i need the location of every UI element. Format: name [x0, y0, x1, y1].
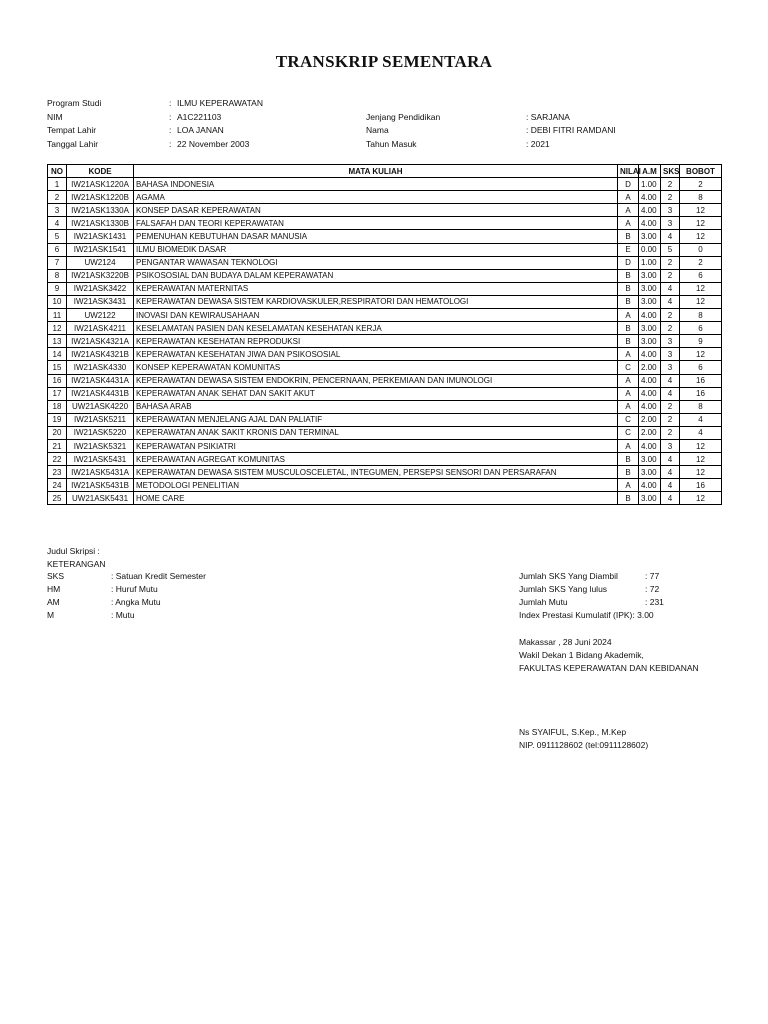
program-value: ILMU KEPERAWATAN: [177, 98, 263, 108]
jenjang-label: Jenjang Pendidikan: [366, 111, 441, 122]
cell-am: 4.00: [639, 387, 661, 400]
cell-sks: 2: [661, 178, 680, 191]
table-row: [48, 230, 722, 243]
cell-mata-kuliah: KEPERAWATAN DEWASA SISTEM ENDOKRIN, PENCERNAAN, PERKEMIAAN DAN IMUNOLOGI: [134, 374, 618, 387]
cell-am: 2.00: [639, 426, 661, 439]
cell-mata-kuliah: PSIKOSOSIAL DAN BUDAYA DALAM KEPERAWATAN: [134, 269, 618, 282]
cell-kode: IW21ASK1431: [67, 230, 134, 243]
table-row: [48, 387, 722, 400]
cell-no: 19: [48, 413, 67, 426]
colon: :: [169, 98, 172, 108]
summary-item: [519, 610, 664, 623]
cell-am: 3.00: [639, 295, 661, 308]
table-row: [48, 322, 722, 335]
cell-bobot: 12: [680, 217, 722, 230]
legend-value: : Huruf Mutu: [111, 584, 158, 594]
legend-item: [47, 571, 206, 584]
cell-sks: 3: [661, 361, 680, 374]
cell-kode: IW21ASK3431: [67, 295, 134, 308]
cell-sks: 4: [661, 466, 680, 479]
table-row: [48, 282, 722, 295]
cell-nilai: A: [618, 400, 639, 413]
cell-am: 4.00: [639, 439, 661, 452]
cell-mata-kuliah: KEPERAWATAN DEWASA SISTEM KARDIOVASKULER,RESPIRATORI DAN HEMATOLOGI: [134, 295, 618, 308]
legend-item: [47, 597, 206, 610]
cell-mata-kuliah: KEPERAWATAN MENJELANG AJAL DAN PALIATIF: [134, 413, 618, 426]
cell-sks: 3: [661, 217, 680, 230]
signer-nip: NIP. 0911128602 (tel:0911128602): [519, 740, 649, 750]
table-row: [48, 335, 722, 348]
summary-key: Jumlah SKS Yang Diambil: [519, 571, 618, 581]
cell-am: 4.00: [639, 374, 661, 387]
cell-kode: IW21ASK3422: [67, 282, 134, 295]
table-row: [48, 191, 722, 204]
table-row: [48, 466, 722, 479]
cell-nilai: E: [618, 243, 639, 256]
cell-no: 17: [48, 387, 67, 400]
cell-mata-kuliah: KEPERAWATAN ANAK SEHAT DAN SAKIT AKUT: [134, 387, 618, 400]
year-label: Tahun Masuk: [366, 138, 417, 149]
cell-no: 13: [48, 335, 67, 348]
cell-bobot: 12: [680, 295, 722, 308]
cell-mata-kuliah: BAHASA ARAB: [134, 400, 618, 413]
birthdate-row: [47, 138, 263, 152]
cell-bobot: 6: [680, 361, 722, 374]
cell-nilai: A: [618, 217, 639, 230]
cell-no: 4: [48, 217, 67, 230]
cell-kode: IW21ASK4321B: [67, 348, 134, 361]
cell-nilai: C: [618, 413, 639, 426]
name-label: Nama: [366, 125, 389, 135]
cell-no: 10: [48, 295, 67, 308]
cell-bobot: 2: [680, 256, 722, 269]
cell-nilai: B: [618, 295, 639, 308]
cell-sks: 4: [661, 453, 680, 466]
table-row: [48, 178, 722, 191]
summary-item: [519, 584, 664, 597]
cell-no: 18: [48, 400, 67, 413]
cell-mata-kuliah: AGAMA: [134, 191, 618, 204]
cell-kode: IW21ASK1330A: [67, 204, 134, 217]
cell-kode: UW2124: [67, 256, 134, 269]
summary-key: Jumlah SKS Yang lulus: [519, 584, 608, 594]
cell-mata-kuliah: KEPERAWATAN KESEHATAN REPRODUKSI: [134, 335, 618, 348]
cell-nilai: A: [618, 479, 639, 492]
summary-key: Index Prestasi Kumulatif (IPK): [519, 610, 633, 620]
cell-bobot: 12: [680, 230, 722, 243]
cell-no: 23: [48, 466, 67, 479]
legend-item: [47, 610, 206, 623]
cell-am: 1.00: [639, 256, 661, 269]
summary-value: : 72: [645, 584, 660, 594]
cell-bobot: 4: [680, 426, 722, 439]
cell-bobot: 6: [680, 322, 722, 335]
table-row: [48, 426, 722, 439]
cell-sks: 4: [661, 230, 680, 243]
nim-label: NIM: [47, 111, 63, 122]
signer-position: Wakil Dekan 1 Bidang Akademik,: [519, 650, 644, 660]
grades-body: [48, 178, 722, 505]
table-row: [48, 204, 722, 217]
cell-mata-kuliah: KEPERAWATAN PSIKIATRI: [134, 439, 618, 452]
table-row: [48, 309, 722, 322]
cell-mata-kuliah: FALSAFAH DAN TEORI KEPERAWATAN: [134, 217, 618, 230]
judul-skripsi: Judul Skripsi :: [47, 546, 100, 556]
cell-am: 1.00: [639, 178, 661, 191]
cell-kode: IW21ASK5321: [67, 439, 134, 452]
cell-nilai: B: [618, 282, 639, 295]
cell-bobot: 16: [680, 387, 722, 400]
cell-nilai: B: [618, 492, 639, 505]
legend-value: : Angka Mutu: [111, 597, 161, 607]
summary-key: Jumlah Mutu: [519, 597, 568, 607]
header-sks: SKS: [661, 165, 680, 178]
cell-mata-kuliah: KEPERAWATAN ANAK SAKIT KRONIS DAN TERMINAL: [134, 426, 618, 439]
cell-no: 12: [48, 322, 67, 335]
cell-bobot: 2: [680, 178, 722, 191]
cell-sks: 4: [661, 374, 680, 387]
cell-kode: IW21ASK5220: [67, 426, 134, 439]
cell-mata-kuliah: KONSEP KEPERAWATAN KOMUNITAS: [134, 361, 618, 374]
cell-mata-kuliah: INOVASI DAN KEWIRAUSAHAAN: [134, 309, 618, 322]
name-value: DEBI FITRI RAMDANI: [530, 125, 616, 135]
cell-mata-kuliah: PENGANTAR WAWASAN TEKNOLOGI: [134, 256, 618, 269]
header-mata-kuliah: MATA KULIAH: [134, 165, 618, 178]
cell-no: 16: [48, 374, 67, 387]
cell-sks: 2: [661, 191, 680, 204]
header-am: A.M: [639, 165, 661, 178]
cell-am: 4.00: [639, 479, 661, 492]
cell-bobot: 4: [680, 413, 722, 426]
cell-kode: UW21ASK5431: [67, 492, 134, 505]
cell-mata-kuliah: HOME CARE: [134, 492, 618, 505]
birthplace-row: [47, 124, 263, 138]
cell-nilai: A: [618, 348, 639, 361]
table-row: [48, 479, 722, 492]
table-row: [48, 400, 722, 413]
grades-table: [47, 164, 722, 505]
cell-no: 20: [48, 426, 67, 439]
cell-bobot: 8: [680, 191, 722, 204]
cell-kode: IW21ASK4330: [67, 361, 134, 374]
cell-am: 4.00: [639, 309, 661, 322]
cell-mata-kuliah: PEMENUHAN KEBUTUHAN DASAR MANUSIA: [134, 230, 618, 243]
cell-nilai: A: [618, 439, 639, 452]
cell-am: 0.00: [639, 243, 661, 256]
cell-bobot: 12: [680, 492, 722, 505]
signer-name: Ns SYAIFUL, S.Kep., M.Kep: [519, 727, 627, 737]
cell-nilai: A: [618, 204, 639, 217]
cell-kode: IW21ASK1541: [67, 243, 134, 256]
cell-nilai: A: [618, 309, 639, 322]
cell-bobot: 6: [680, 269, 722, 282]
cell-mata-kuliah: BAHASA INDONESIA: [134, 178, 618, 191]
cell-kode: IW21ASK5431B: [67, 479, 134, 492]
cell-kode: UW21ASK4220: [67, 400, 134, 413]
cell-mata-kuliah: KEPERAWATAN KESEHATAN JIWA DAN PSIKOSOSIAL: [134, 348, 618, 361]
cell-no: 8: [48, 269, 67, 282]
legend-value: : Mutu: [111, 610, 135, 620]
cell-nilai: D: [618, 178, 639, 191]
summary-value: : 3.00: [632, 610, 654, 620]
cell-no: 25: [48, 492, 67, 505]
cell-no: 2: [48, 191, 67, 204]
cell-nilai: C: [618, 361, 639, 374]
cell-sks: 3: [661, 348, 680, 361]
table-row: [48, 492, 722, 505]
table-row: [48, 348, 722, 361]
cell-bobot: 0: [680, 243, 722, 256]
birthplace-label: Tempat Lahir: [47, 125, 97, 135]
cell-sks: 3: [661, 204, 680, 217]
cell-am: 3.00: [639, 269, 661, 282]
cell-no: 7: [48, 256, 67, 269]
program-row: [47, 97, 263, 111]
cell-bobot: 8: [680, 400, 722, 413]
cell-kode: IW21ASK5431: [67, 453, 134, 466]
colon: :: [169, 125, 172, 135]
signer-block: [519, 726, 648, 752]
cell-nilai: A: [618, 374, 639, 387]
year-value: 2021: [530, 138, 550, 149]
summary-value: : 77: [645, 571, 660, 581]
cell-mata-kuliah: KESELAMATAN PASIEN DAN KESELAMATAN KESEHATAN KERJA: [134, 322, 618, 335]
header-no: NO: [48, 165, 67, 178]
cell-sks: 4: [661, 282, 680, 295]
cell-kode: IW21ASK1330B: [67, 217, 134, 230]
header-nilai: NILAI: [618, 165, 639, 178]
colon: :: [526, 125, 531, 135]
colon: :: [526, 138, 531, 149]
birthdate-label: Tanggal Lahir: [47, 138, 99, 149]
cell-kode: UW2122: [67, 309, 134, 322]
table-row: [48, 217, 722, 230]
cell-bobot: 12: [680, 466, 722, 479]
table-row: [48, 269, 722, 282]
cell-bobot: 8: [680, 309, 722, 322]
birthplace-value: LOA JANAN: [177, 125, 224, 135]
table-row: [48, 413, 722, 426]
colon: :: [526, 111, 531, 122]
legend-value: : Satuan Kredit Semester: [111, 571, 206, 581]
summary-item: [519, 597, 664, 610]
cell-no: 22: [48, 453, 67, 466]
cell-bobot: 9: [680, 335, 722, 348]
cell-mata-kuliah: KONSEP DASAR KEPERAWATAN: [134, 204, 618, 217]
name-row: [366, 124, 616, 138]
cell-nilai: A: [618, 387, 639, 400]
cell-am: 3.00: [639, 322, 661, 335]
cell-no: 11: [48, 309, 67, 322]
cell-am: 3.00: [639, 335, 661, 348]
student-info-left: [47, 97, 263, 151]
cell-nilai: D: [618, 256, 639, 269]
cell-nilai: B: [618, 322, 639, 335]
keterangan-heading: KETERANGAN: [47, 559, 106, 569]
summary-item: [519, 571, 664, 584]
cell-mata-kuliah: KEPERAWATAN DEWASA SISTEM MUSCULOSCELETAL, INTEGUMEN, PERSEPSI SENSORI DAN PERSARAFAN: [134, 466, 618, 479]
cell-bobot: 16: [680, 479, 722, 492]
cell-am: 2.00: [639, 413, 661, 426]
cell-sks: 2: [661, 256, 680, 269]
header-bobot: BOBOT: [680, 165, 722, 178]
header-kode: KODE: [67, 165, 134, 178]
notes: [47, 545, 106, 571]
cell-no: 1: [48, 178, 67, 191]
cell-nilai: C: [618, 426, 639, 439]
cell-sks: 2: [661, 322, 680, 335]
cell-sks: 2: [661, 269, 680, 282]
cell-nilai: A: [618, 191, 639, 204]
table-row: [48, 243, 722, 256]
table-row: [48, 361, 722, 374]
cell-nilai: B: [618, 466, 639, 479]
signature-block: [519, 636, 699, 675]
birthdate-value: 22 November 2003: [177, 138, 250, 149]
legend-key: M: [47, 610, 55, 620]
cell-no: 21: [48, 439, 67, 452]
jenjang-value: SARJANA: [530, 111, 570, 122]
document-title: TRANSKRIP SEMENTARA: [275, 52, 493, 71]
cell-bobot: 12: [680, 348, 722, 361]
cell-am: 4.00: [639, 217, 661, 230]
cell-kode: IW21ASK4211: [67, 322, 134, 335]
table-row: [48, 439, 722, 452]
cell-sks: 4: [661, 479, 680, 492]
legend: [47, 571, 206, 623]
table-row: [48, 453, 722, 466]
summary-value: : 231: [645, 597, 664, 607]
cell-bobot: 12: [680, 453, 722, 466]
program-label: Program Studi: [47, 98, 102, 108]
cell-kode: IW21ASK5431A: [67, 466, 134, 479]
cell-sks: 2: [661, 400, 680, 413]
cell-no: 3: [48, 204, 67, 217]
cell-sks: 3: [661, 335, 680, 348]
cell-no: 6: [48, 243, 67, 256]
cell-no: 5: [48, 230, 67, 243]
cell-nilai: B: [618, 453, 639, 466]
summary: [519, 571, 664, 623]
legend-key: AM: [47, 597, 60, 607]
cell-kode: IW21ASK4431B: [67, 387, 134, 400]
cell-am: 3.00: [639, 453, 661, 466]
place-date: Makassar , 28 Juni 2024: [519, 637, 612, 647]
cell-kode: IW21ASK3220B: [67, 269, 134, 282]
legend-key: SKS: [47, 571, 65, 581]
cell-nilai: B: [618, 269, 639, 282]
colon: :: [169, 111, 172, 122]
cell-am: 4.00: [639, 348, 661, 361]
cell-kode: IW21ASK5211: [67, 413, 134, 426]
cell-kode: IW21ASK4321A: [67, 335, 134, 348]
cell-am: 3.00: [639, 492, 661, 505]
cell-bobot: 12: [680, 282, 722, 295]
cell-no: 9: [48, 282, 67, 295]
student-info-right: [366, 111, 616, 152]
cell-sks: 5: [661, 243, 680, 256]
cell-sks: 4: [661, 295, 680, 308]
cell-mata-kuliah: KEPERAWATAN MATERNITAS: [134, 282, 618, 295]
cell-am: 2.00: [639, 361, 661, 374]
cell-am: 4.00: [639, 400, 661, 413]
cell-sks: 2: [661, 413, 680, 426]
legend-key: HM: [47, 584, 61, 594]
cell-am: 4.00: [639, 191, 661, 204]
colon: :: [169, 138, 172, 149]
cell-sks: 3: [661, 439, 680, 452]
table-row: [48, 295, 722, 308]
cell-kode: IW21ASK1220A: [67, 178, 134, 191]
table-row: [48, 256, 722, 269]
cell-no: 15: [48, 361, 67, 374]
cell-mata-kuliah: METODOLOGI PENELITIAN: [134, 479, 618, 492]
cell-no: 14: [48, 348, 67, 361]
cell-kode: IW21ASK4431A: [67, 374, 134, 387]
jenjang-row: [366, 111, 616, 125]
cell-mata-kuliah: ILMU BIOMEDIK DASAR: [134, 243, 618, 256]
cell-mata-kuliah: KEPERAWATAN AGREGAT KOMUNITAS: [134, 453, 618, 466]
nim-value: A1C221103: [177, 111, 222, 122]
year-row: [366, 138, 616, 152]
cell-nilai: B: [618, 230, 639, 243]
table-row: [48, 374, 722, 387]
cell-am: 3.00: [639, 282, 661, 295]
cell-kode: IW21ASK1220B: [67, 191, 134, 204]
cell-bobot: 16: [680, 374, 722, 387]
cell-bobot: 12: [680, 439, 722, 452]
cell-no: 24: [48, 479, 67, 492]
cell-bobot: 12: [680, 204, 722, 217]
cell-am: 3.00: [639, 466, 661, 479]
cell-sks: 4: [661, 492, 680, 505]
cell-sks: 2: [661, 426, 680, 439]
nim-row: [47, 111, 263, 125]
table-header-row: [48, 165, 722, 178]
cell-am: 4.00: [639, 204, 661, 217]
cell-nilai: B: [618, 335, 639, 348]
cell-sks: 4: [661, 387, 680, 400]
cell-am: 3.00: [639, 230, 661, 243]
faculty-name: FAKULTAS KEPERAWATAN DAN KEBIDANAN: [519, 663, 699, 673]
legend-item: [47, 584, 206, 597]
cell-sks: 2: [661, 309, 680, 322]
